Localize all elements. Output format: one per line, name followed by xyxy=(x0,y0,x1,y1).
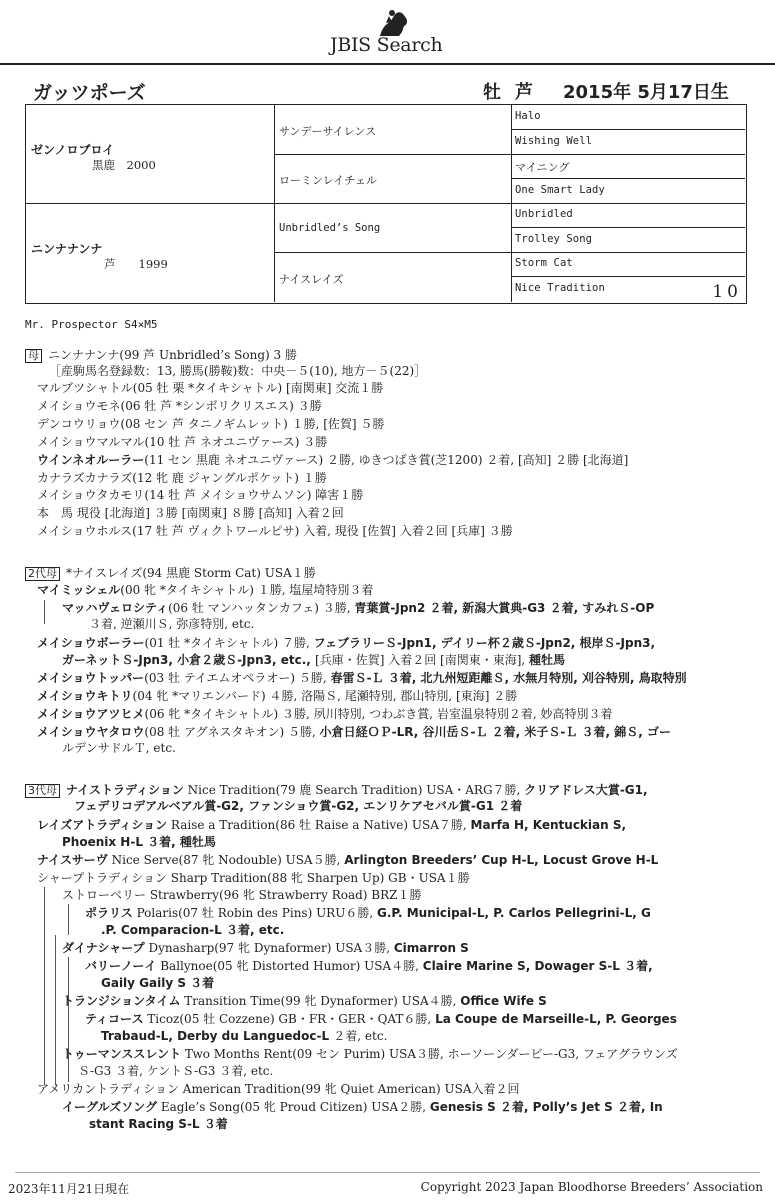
third-dam-summary: 3代母 ナイストラディション Nice Tradition(79 鹿 Search Tradition) USA・ARG７勝, クリアドレス大賞-G1, xyxy=(25,783,648,798)
horse-coat: 芦 xyxy=(515,82,533,103)
fourth-gen-4-cont: Ｓ-G3 ３着, ケントＳ-G3 ３着, etc. xyxy=(78,1064,274,1078)
fourth-gen-4: トゥーマンススレント Two Months Rent(09 セン Purim) USA３勝, ホーソーンダービー-G3, フェアグラウンズ xyxy=(62,1047,678,1061)
second-dam-progeny-5: メイショウアツヒメ(06 牝 *タイキシャトル) ３勝, 夙川特別, つわぶき賞, 岩室温泉特別２着, 妙高特別３着 xyxy=(37,707,613,721)
dam-progeny-stats: ［産駒馬名登録数：13, 勝馬(勝鞍)数：中央－５(10), 地方－５(22)］ xyxy=(49,364,427,378)
second-dam-grandprogeny-1-cont: ３着, 逆瀬川Ｓ, 弥彦特別, etc. xyxy=(89,617,255,631)
sire-info: 黒鹿 2000 xyxy=(92,158,156,172)
dam-label: 母 xyxy=(25,349,42,363)
progeny-5: ウインネオルーラー(11 セン 黒鹿 ネオユニヴァース) ２勝, ゆきつばき賞(芝1200) ２着, [高知] ２勝 [北海道] xyxy=(37,453,629,467)
third-dam-summary-cont: フェデリコデアルベアル賞-G2, ファンショウ賞-G2, エンリケアセバル賞-G1 ２着 xyxy=(74,799,523,813)
third-dam-progeny-4: アメリカントラディション American Tradition(99 牝 Quiet American) USA入着２回 xyxy=(37,1082,520,1096)
fifth-gen-1: ポラリス Polaris(07 牡 Robin des Pins) URU６勝, G.P. Municipal-L, P. Carlos Pellegrini-L, G xyxy=(85,906,651,920)
fifth-gen-3-cont: Trabaud-L, Derby du Languedoc-L ２着, etc. xyxy=(101,1029,388,1043)
fourth-gen-3: トランジションタイム Transition Time(99 牝 Dynaformer) USA４勝, Office Wife S xyxy=(62,994,547,1008)
third-dam-progeny-2: ナイスサーヴ Nice Serve(87 牝 Nodouble) USA５勝, Arlington Breeders’ Cup H-L, Locust Grove H-L xyxy=(37,853,659,867)
second-dam-summary: 2代母 *ナイスレイズ(94 黒鹿 Storm Cat) USA１勝 xyxy=(25,566,316,581)
second-dam-grandprogeny-1: マッハヴェロシティ(06 牡 マンハッタンカフェ) ３勝, 青葉賞-Jpn2 ２着, 新潟大賞典-G3 ２着, すみれＳ-OP xyxy=(62,601,655,615)
progeny-8: メイショウホルス(17 牡 芦 ヴィクトワールピサ) 入着, 現役 [佐賀] 入着２回 [兵庫] ３勝 xyxy=(37,524,513,538)
second-dam-progeny-1: マイミッシェル(00 牝 *タイキシャトル) １勝, 塩屋埼特別３着 xyxy=(37,583,374,597)
second-dam-progeny-6-cont: ルデンサドルＴ, etc. xyxy=(62,741,176,755)
pedigree-table xyxy=(25,104,747,304)
pedigree-gen2-2[interactable]: ローミンレイチェル xyxy=(279,174,377,187)
pedigree-gen3-2[interactable]: Wishing Well xyxy=(515,135,593,147)
fourth-gen-5: イーグルズソング Eagle’s Song(05 牝 Proud Citizen) USA２勝, Genesis S ２着, Polly’s Jet S ２着, In xyxy=(62,1100,663,1114)
dam-line: ニンナナンナ(99 芦 Unbridled’s Song) 3 勝 xyxy=(48,348,297,362)
pedigree-gen2-3[interactable]: Unbridled’s Song xyxy=(279,222,381,234)
progeny-4: メイショウマルマル(10 牡 芦 ネオユニヴァース) ３勝 xyxy=(37,435,328,449)
dam-summary xyxy=(25,348,297,363)
fourth-gen-1: ストローベリー Strawberry(96 牝 Strawberry Road) BRZ１勝 xyxy=(62,888,422,902)
progeny-6: カナラズカナラズ(12 牝 鹿 ジャングルポケット) １勝 xyxy=(37,471,327,485)
third-dam-progeny-1-cont: Phoenix H-L ３着, 種牡馬 xyxy=(62,835,216,849)
inbreeding-note: Mr. Prospector S4×M5 xyxy=(25,318,158,331)
fifth-gen-1-cont: .P. Comparacion-L ３着, etc. xyxy=(101,923,285,937)
progeny-3: デンコウリョウ(08 セン 芦 タニノギムレット) １勝, [佐賀] ５勝 xyxy=(37,417,385,431)
third-dam-progeny-1: レイズアトラディション Raise a Tradition(86 牡 Raise a Native) USA７勝, Marfa H, Kentuckian S, xyxy=(37,818,627,832)
copyright: Copyright 2023 Japan Bloodhorse Breeders’ Association xyxy=(420,1180,763,1194)
second-dam-progeny-3: メイショウトッパー(03 牡 テイエムオペラオー) ５勝, 春雷Ｓ-Ｌ ３着, 北九州短距離Ｓ, 水無月特別, 刈谷特別, 鳥取特別 xyxy=(37,671,687,685)
progeny-7: メイショウタカモリ(14 牡 芦 メイショウサムソン) 障害１勝 xyxy=(37,488,364,502)
second-dam-progeny-2: メイショウボーラー(01 牡 *タイキシャトル) ７勝, フェブラリーＳ-Jpn1, デイリー杯２歳Ｓ-Jpn2, 根岸Ｓ-Jpn3, xyxy=(37,636,656,650)
progeny-self: 本 馬 現役 [北海道] ３勝 [南関東] ８勝 [高知] 入着２回 xyxy=(37,506,344,520)
fifth-gen-3: ティコース Ticoz(05 牡 Cozzene) GB・FR・GER・QAT６勝, La Coupe de Marseille-L, P. Georges xyxy=(85,1012,677,1026)
pedigree-gen3-4[interactable]: One Smart Lady xyxy=(515,184,605,196)
fourth-gen-5-cont: stant Racing S-L ３着 xyxy=(89,1117,228,1131)
third-dam-progeny-3: シャープトラディション Sharp Tradition(88 牝 Sharpen Up) GB・USA１勝 xyxy=(37,871,470,885)
pedigree-gen3-5[interactable]: Unbridled xyxy=(515,208,573,220)
horse-name: ガッツポーズ xyxy=(33,82,146,104)
footer-rule xyxy=(15,1172,760,1173)
progeny-1: マルブツシャトル(05 牡 栗 *タイキシャトル) [南関東] 交流１勝 xyxy=(37,381,384,395)
header-rule xyxy=(0,63,775,65)
fifth-gen-2-cont: Gaily Gaily S ３着 xyxy=(101,976,215,990)
jbis-logo[interactable] xyxy=(320,6,470,56)
second-dam-progeny-6: メイショウヤタロウ(08 牡 アグネスタキオン) ５勝, 小倉日経ＯＰ-LR, 谷川岳Ｓ-Ｌ ２着, 米子Ｓ-Ｌ ３着, 錦Ｓ, ゴー xyxy=(37,725,671,739)
pedigree-gen3-3[interactable]: マイニング xyxy=(515,161,570,174)
second-dam-progeny-2-cont: ガーネットＳ-Jpn3, 小倉２歳Ｓ-Jpn3, etc., [兵庫・佐賀] 入着２回 [南関東・東海], 種牡馬 xyxy=(62,653,566,667)
fifth-gen-2: バリーノーイ Ballynoe(05 牝 Distorted Humor) USA４勝, Claire Marine S, Dowager S-L ３着, xyxy=(85,959,653,973)
fourth-gen-2: ダイナシャープ Dynasharp(97 牝 Dynaformer) USA３勝, Cimarron S xyxy=(62,941,469,955)
dam-name[interactable]: ニンナナンナ xyxy=(31,242,103,256)
dam-info: 芦 1999 xyxy=(104,257,168,271)
pedigree-gen3-8[interactable]: Nice Tradition xyxy=(515,282,605,294)
pedigree-gen3-1[interactable]: Halo xyxy=(515,110,541,122)
pedigree-gen2-1[interactable]: サンデーサイレンス xyxy=(279,125,377,138)
progeny-2: メイショウモネ(06 牡 芦 *シンボリクリスエス) ３勝 xyxy=(37,399,322,413)
horse-birthdate: 2015年 5月17日生 xyxy=(563,82,729,103)
horse-sex: 牡 xyxy=(483,82,501,103)
pedigree-gen3-7[interactable]: Storm Cat xyxy=(515,257,573,269)
second-dam-progeny-4: メイショウキトリ(04 牝 *マリエンバード) ４勝, 洛陽Ｓ, 尾瀬特別, 郡山特別, [東海] ２勝 xyxy=(37,689,518,703)
family-number: 10 xyxy=(712,282,742,302)
second-dam-label: 2代母 xyxy=(25,567,60,581)
sire-name[interactable]: ゼンノロブロイ xyxy=(31,143,115,157)
as-of-date: 2023年11月21日現在 xyxy=(8,1182,130,1196)
third-dam-label: 3代母 xyxy=(25,784,60,798)
pedigree-gen3-6[interactable]: Trolley Song xyxy=(515,233,593,245)
pedigree-gen2-4[interactable]: ナイスレイズ xyxy=(279,273,344,286)
logo-text: JBIS Search xyxy=(330,34,443,56)
